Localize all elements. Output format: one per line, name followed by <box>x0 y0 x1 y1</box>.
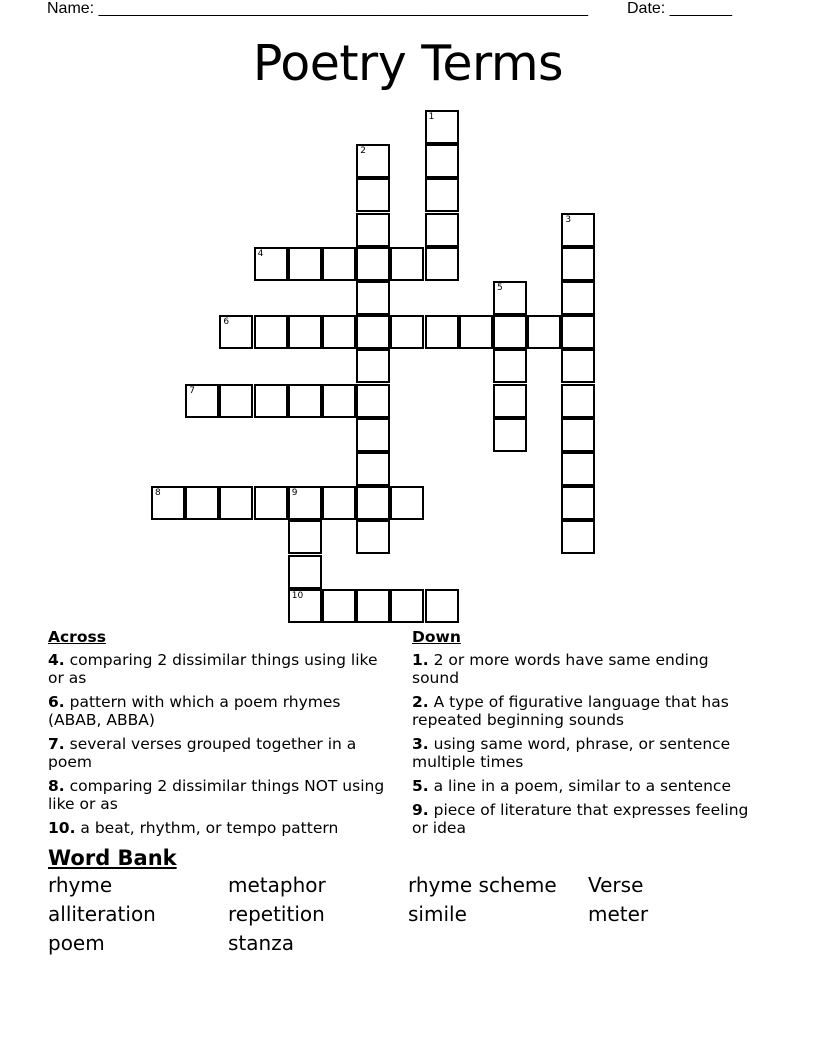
down-heading: Down <box>412 628 461 646</box>
crossword-cell[interactable] <box>425 315 459 349</box>
clue-across-10: 10. a beat, rhythm, or tempo pattern <box>48 819 339 837</box>
crossword-cell[interactable] <box>356 213 390 247</box>
crossword-cell[interactable] <box>356 589 390 623</box>
crossword-cell[interactable] <box>356 486 390 520</box>
crossword-cell[interactable] <box>151 486 185 520</box>
clue-across-8: 8. comparing 2 dissimilar things NOT using like or as <box>48 777 385 813</box>
word-bank-item: Verse <box>588 873 644 897</box>
crossword-cell[interactable] <box>493 315 527 349</box>
clue-number: 4 <box>257 248 264 259</box>
crossword-cell[interactable] <box>356 315 390 349</box>
crossword-cell[interactable] <box>254 384 288 418</box>
crossword-cell[interactable] <box>356 384 390 418</box>
crossword-cell[interactable] <box>288 384 322 418</box>
clue-down-2: 2. A type of figurative language that has repeated beginning sounds <box>412 693 729 729</box>
crossword-cell[interactable] <box>561 213 595 247</box>
clue-across-4: 4. comparing 2 dissimilar things using like or as <box>48 651 378 687</box>
crossword-cell[interactable] <box>425 110 459 144</box>
crossword-cell[interactable] <box>185 384 219 418</box>
crossword-cell[interactable] <box>356 247 390 281</box>
clue-down-1: 1. 2 or more words have same ending sound <box>412 651 709 687</box>
down-clues <box>412 628 757 843</box>
across-heading: Across <box>48 628 106 646</box>
crossword-cell[interactable] <box>561 281 595 315</box>
crossword-cell[interactable] <box>288 520 322 554</box>
crossword-cell[interactable] <box>288 247 322 281</box>
word-bank-item: rhyme <box>48 873 113 897</box>
word-bank-item: poem <box>48 931 105 955</box>
date-field[interactable]: Date: _______ <box>627 0 732 17</box>
crossword-cell[interactable] <box>288 486 322 520</box>
crossword-cell[interactable] <box>322 486 356 520</box>
clue-down-9: 9. piece of literature that expresses feeling or idea <box>412 801 749 837</box>
crossword-cell[interactable] <box>561 452 595 486</box>
crossword-cell[interactable] <box>390 247 424 281</box>
crossword-cell[interactable] <box>425 247 459 281</box>
clue-down-3: 3. using same word, phrase, or sentence multiple times <box>412 735 731 771</box>
crossword-cell[interactable] <box>219 486 253 520</box>
crossword-cell[interactable] <box>219 384 253 418</box>
crossword-cell[interactable] <box>356 349 390 383</box>
word-bank <box>48 871 768 958</box>
crossword-cell[interactable] <box>356 520 390 554</box>
clue-across-6: 6. pattern with which a poem rhymes (ABAB, ABBA) <box>48 693 341 729</box>
crossword-cell[interactable] <box>356 144 390 178</box>
crossword-cell[interactable] <box>561 315 595 349</box>
crossword-cell[interactable] <box>459 315 493 349</box>
crossword-cell[interactable] <box>322 247 356 281</box>
crossword-cell[interactable] <box>254 486 288 520</box>
crossword-cell[interactable] <box>425 178 459 212</box>
word-bank-item: simile <box>408 902 467 926</box>
crossword-cell[interactable] <box>425 144 459 178</box>
crossword-cell[interactable] <box>561 247 595 281</box>
crossword-cell[interactable] <box>219 315 253 349</box>
word-bank-item: rhyme scheme <box>408 873 557 897</box>
clue-number: 2 <box>360 146 366 157</box>
word-bank-item: meter <box>588 902 649 926</box>
page-title: Poetry Terms <box>252 35 564 92</box>
clue-number: 5 <box>497 283 503 293</box>
clue-number: 6 <box>223 317 230 328</box>
clue-across-7: 7. several verses grouped together in a poem <box>48 735 357 771</box>
crossword-cell[interactable] <box>561 349 595 383</box>
crossword-cell[interactable] <box>425 213 459 247</box>
word-bank-item: stanza <box>228 931 294 955</box>
crossword-cell[interactable] <box>254 315 288 349</box>
crossword-cell[interactable] <box>561 418 595 452</box>
clue-number: 9 <box>291 488 298 499</box>
crossword-cell[interactable] <box>390 315 424 349</box>
across-clues <box>48 628 393 843</box>
word-bank-item: metaphor <box>228 873 326 897</box>
crossword-cell[interactable] <box>356 281 390 315</box>
clue-number: 10 <box>291 590 304 601</box>
crossword-cell[interactable] <box>493 418 527 452</box>
crossword-cell[interactable] <box>322 384 356 418</box>
crossword-cell[interactable] <box>561 384 595 418</box>
crossword-cell[interactable] <box>493 384 527 418</box>
clue-number: 3 <box>565 214 572 225</box>
clue-down-5: 5. a line in a poem, similar to a sentence <box>412 777 731 795</box>
crossword-cell[interactable] <box>288 555 322 589</box>
crossword-cell[interactable] <box>493 281 527 315</box>
clue-number: 8 <box>155 488 161 499</box>
clue-number: 1 <box>428 112 435 122</box>
crossword-cell[interactable] <box>254 247 288 281</box>
crossword-cell[interactable] <box>356 418 390 452</box>
crossword-cell[interactable] <box>322 315 356 349</box>
crossword-cell[interactable] <box>322 589 356 623</box>
name-field[interactable]: Name: _______________________________________________________ <box>47 0 588 17</box>
word-bank-item: alliteration <box>48 902 156 926</box>
crossword-cell[interactable] <box>493 349 527 383</box>
crossword-cell[interactable] <box>390 486 424 520</box>
word-bank-item: repetition <box>228 902 325 926</box>
crossword-cell[interactable] <box>527 315 561 349</box>
crossword-cell[interactable] <box>185 486 219 520</box>
crossword-cell[interactable] <box>356 452 390 486</box>
crossword-cell[interactable] <box>561 520 595 554</box>
crossword-cell[interactable] <box>390 589 424 623</box>
crossword-cell[interactable] <box>356 178 390 212</box>
crossword-cell[interactable] <box>288 315 322 349</box>
crossword-cell[interactable] <box>561 486 595 520</box>
clue-number: 7 <box>189 385 195 396</box>
crossword-cell[interactable] <box>425 589 459 623</box>
word-bank-title: Word Bank <box>48 846 177 870</box>
crossword-cell[interactable] <box>288 589 322 623</box>
